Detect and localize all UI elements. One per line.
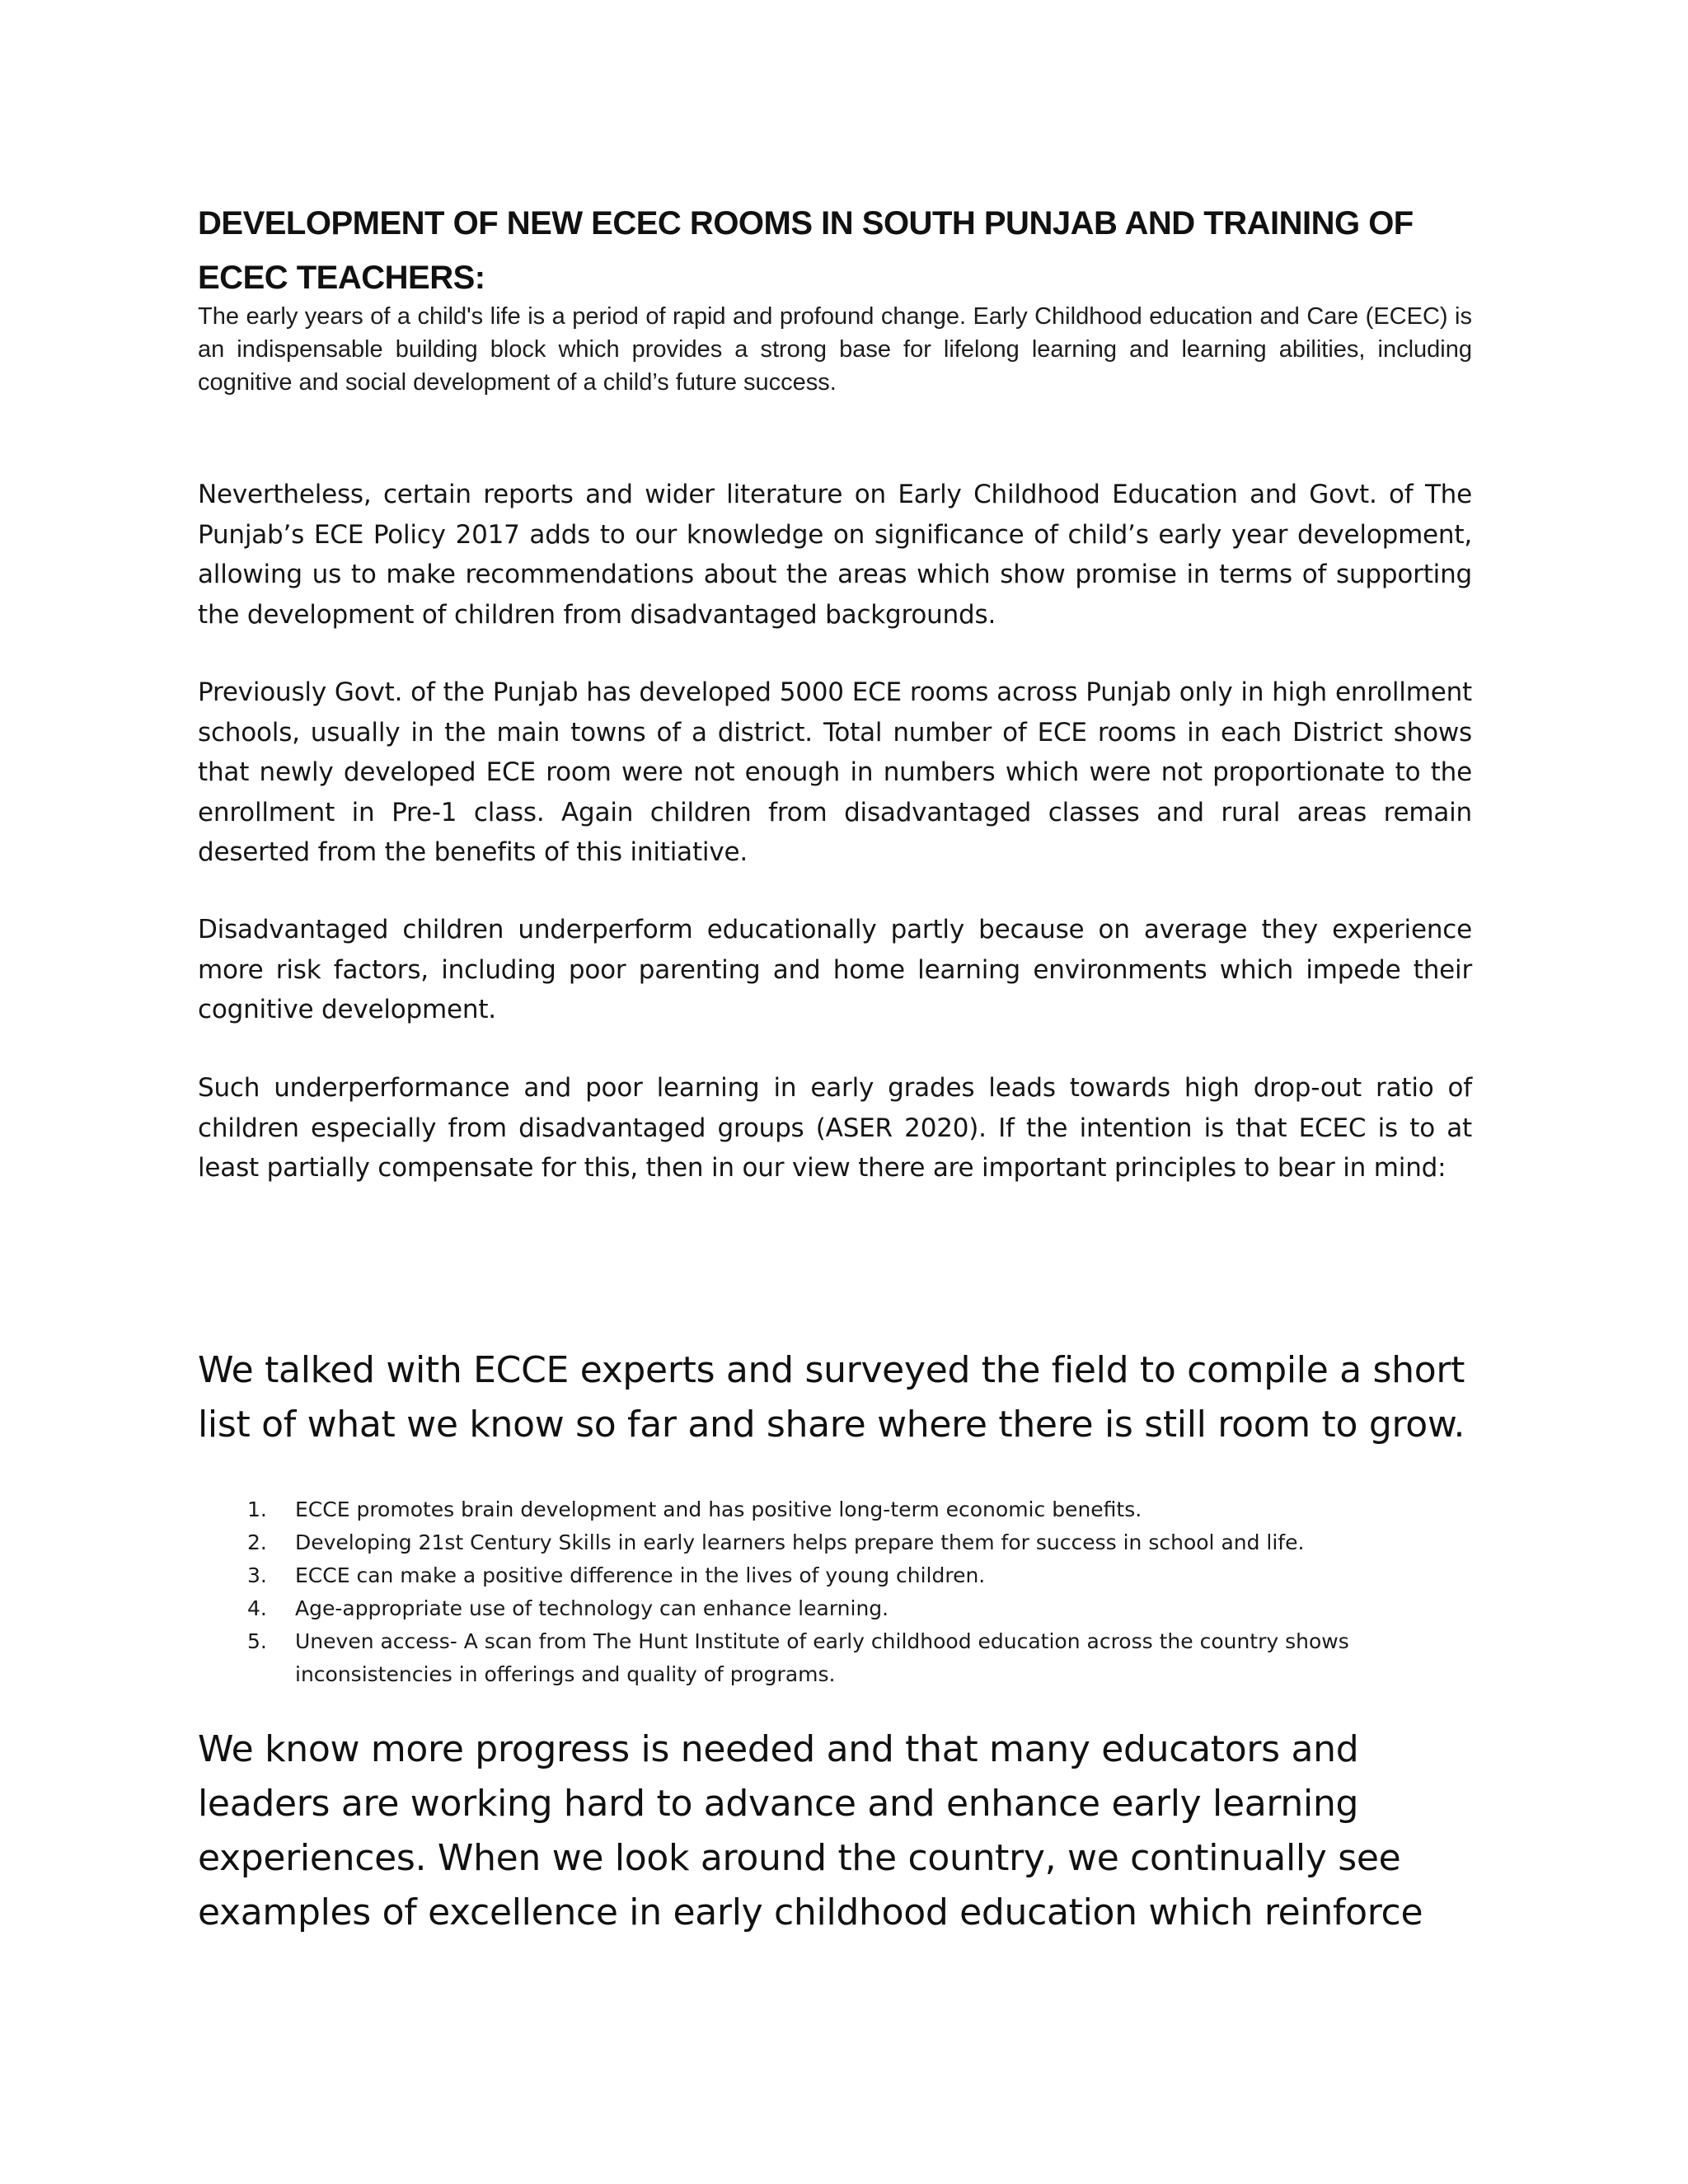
paragraph-disadvantaged: Disadvantaged children underperform educationally partly because on average they experience more risk factors, including poor parenting and home learning environments which impede their cognitive development. xyxy=(198,915,1472,1024)
findings-list xyxy=(247,1493,1459,1691)
list-item-number: 2. xyxy=(247,1530,267,1554)
lead-statement: We talked with ECCE experts and surveyed the field to compile a short list of what we know so far and share where there is still room to grow. xyxy=(198,1349,1465,1446)
list-item xyxy=(247,1559,1459,1592)
list-item-text: Uneven access- A scan from The Hunt Institute of early childhood education across the country shows inconsistencies in offerings and quality of programs. xyxy=(295,1629,1349,1686)
list-item-number: 5. xyxy=(247,1629,267,1653)
list-item-text: ECCE can make a positive difference in the lives of young children. xyxy=(295,1563,986,1587)
list-item xyxy=(247,1625,1459,1691)
paragraph-policy: Nevertheless, certain reports and wider literature on Early Childhood Education and Govt. of The Punjab’s ECE Policy 2017 adds to our knowledge on significance of child’s early year development, allowing us to make recommendations about the areas which show promise in terms of supporting the development of children from disadvantaged backgrounds. xyxy=(198,480,1472,630)
list-item-text: ECCE promotes brain development and has positive long-term economic benefits. xyxy=(295,1497,1142,1521)
document-title: DEVELOPMENT OF NEW ECEC ROOMS IN SOUTH PUNJAB AND TRAINING OF ECEC TEACHERS: xyxy=(198,205,1414,296)
list-item-text: Age-appropriate use of technology can enhance learning. xyxy=(295,1596,889,1620)
list-item-text: Developing 21st Century Skills in early learners helps prepare them for success in school and life. xyxy=(295,1530,1305,1554)
list-item-number: 4. xyxy=(247,1596,267,1620)
list-item-number: 3. xyxy=(247,1563,267,1587)
list-item xyxy=(247,1592,1459,1625)
paragraph-ece-rooms: Previously Govt. of the Punjab has developed 5000 ECE rooms across Punjab only in high enrollment schools, usually in the main towns of a district. Total number of ECE rooms in each District shows that newly developed ECE room were not enough in numbers which were not proportionate to the enrollment in Pre-1 class. Again children from disadvantaged classes and rural areas remain deserted from the benefits of this initiative. xyxy=(198,677,1472,867)
list-item xyxy=(247,1526,1459,1559)
list-item-number: 1. xyxy=(247,1497,267,1521)
intro-paragraph: The early years of a child's life is a period of rapid and profound change. Early Childhood education and Care (ECEC) is an indispensable building block which provides a strong base for lifelong learning and learning abilities, including cognitive and social development of a child’s future success. xyxy=(198,303,1472,396)
paragraph-underperformance: Such underperformance and poor learning in early grades leads towards high drop-out ratio of children especially from disadvantaged groups (ASER 2020). If the intention is that ECEC is to at least partially compensate for this, then in our view there are important principles to bear in mind: xyxy=(198,1073,1472,1183)
list-item xyxy=(247,1493,1459,1526)
closing-statement: We know more progress is needed and that many educators and leaders are working hard to advance and enhance early learning experiences. When we look around the country, we continually see examples of excellence in early childhood education which reinforce xyxy=(198,1728,1423,1933)
